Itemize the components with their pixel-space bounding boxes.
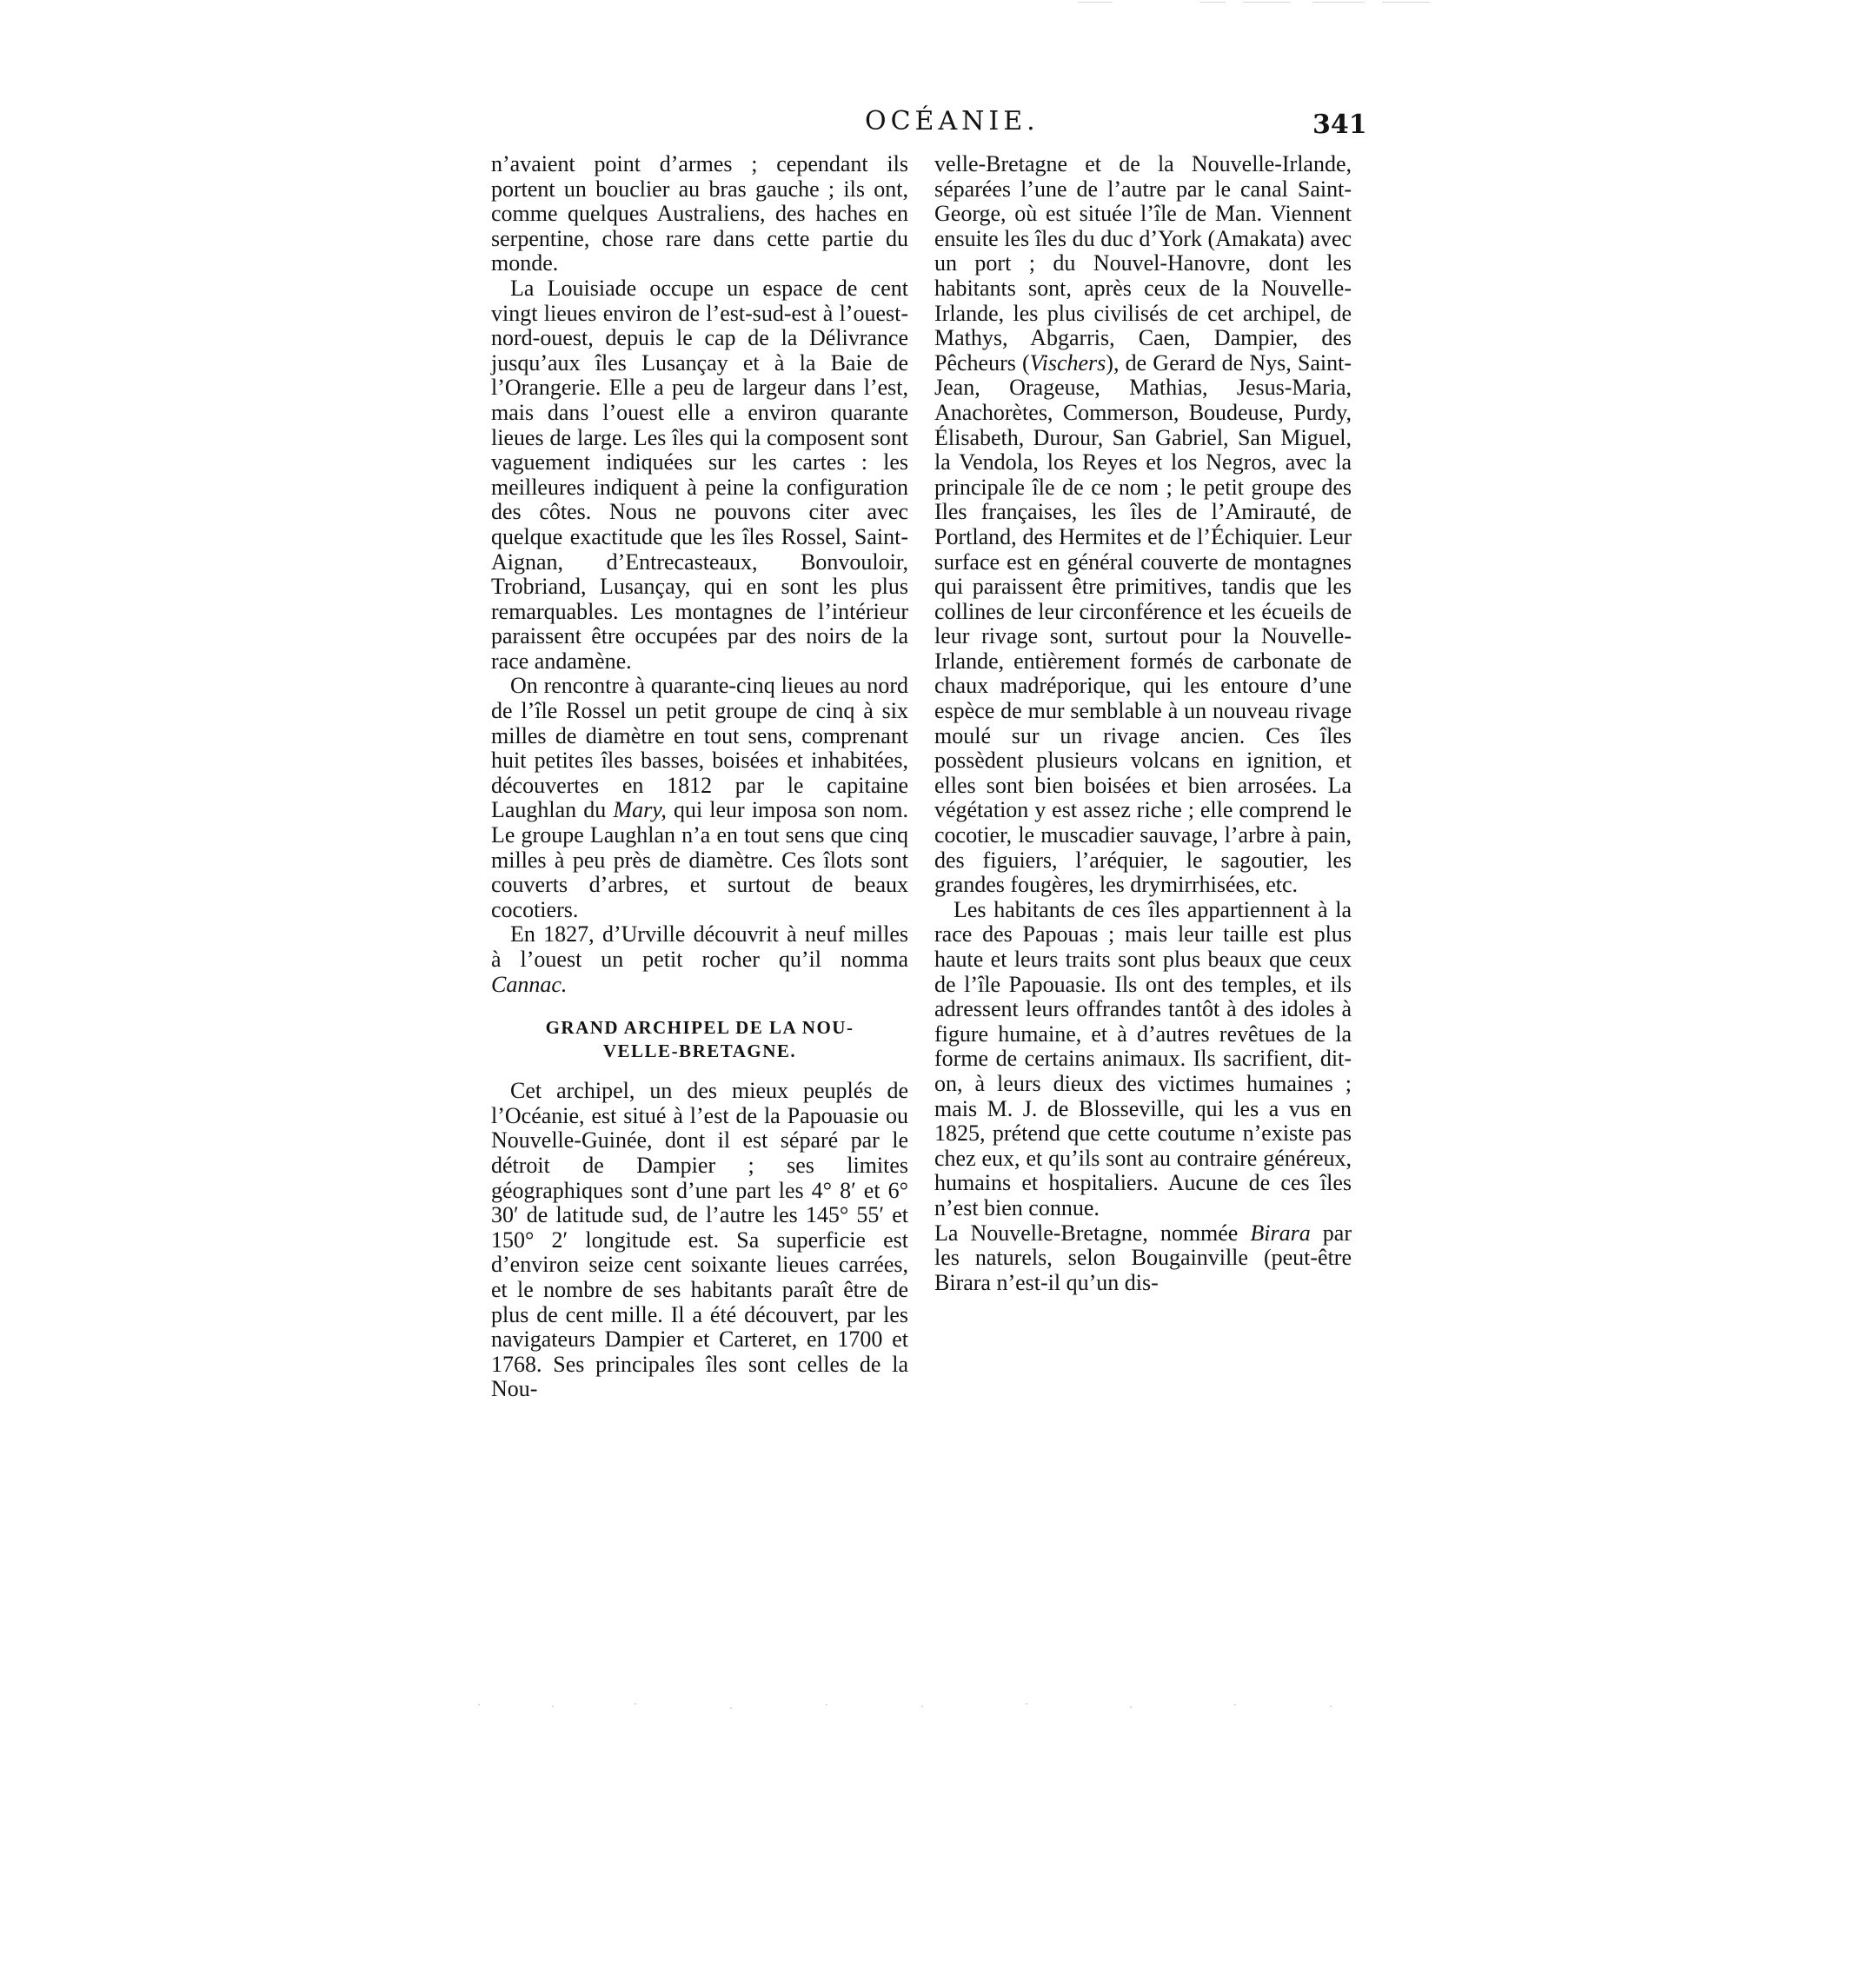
paragraph-text: qui leur imposa son nom. Le groupe Laughlan n’a en tout sens que cinq milles à peu près de diamètre. Ces îlots sont couverts d’arbres, et surtout de beaux cocotiers.	[491, 797, 909, 922]
paragraph	[934, 152, 1352, 898]
paragraph-text: En 1827, d’Urville découvrit à neuf milles à l’ouest un petit rocher qu’il nomma	[491, 921, 908, 972]
left-column	[491, 152, 908, 1402]
section-heading	[491, 1016, 908, 1063]
paragraph-text: On rencontre à quarante-cinq lieues au nord de l’île Rossel un petit groupe de cinq à six milles de diamètre en tout sens, comprenant huit petites îles basses, boisées et inhabitées, découvertes en 1812 par le capitaine Laughlan du	[491, 673, 908, 823]
paragraph-text: La Nouvelle-Bretagne, nommée	[934, 1220, 1251, 1246]
paragraph	[934, 1221, 1352, 1296]
rock-name: Cannac.	[491, 971, 568, 997]
paragraph: La Louisiade occupe un espace de cent vingt lieues environ de l’est-sud-est à l’ouest-nord-ouest, depuis le cap de la Délivrance jusqu’aux îles Lusançay et à la Baie de l’Orangerie. Elle a peu de largeur dans l’est, mais dans l’ouest elle a environ quarante lieues de large. Les îles qui la composent sont vaguement indiquées sur les cartes : les meilleures indiquent à peine la configuration des côtes. Nous ne pouvons citer avec quelque exactitude que les îles Rossel, Saint-Aignan, d’Entrecasteaux, Bonvouloir, Trobriand, Lusançay, qui en sont les plus remarquables. Les montagnes de l’intérieur paraissent être occupées par des noirs de la race andamène.	[491, 275, 908, 674]
paragraph	[491, 922, 908, 997]
running-title: OCÉANIE.	[865, 106, 1040, 136]
scan-artifact-top	[1078, 0, 1443, 5]
paragraph: n’avaient point d’armes ; cependant ils portent un bouclier au bras gauche ; ils ont, comme quelques Australiens, des haches en serpentine, chose rare dans cette partie du monde.	[491, 151, 908, 276]
page-number: 341	[1312, 110, 1367, 140]
scan-artifact-bottom	[469, 1695, 1425, 1747]
paragraph: Cet archipel, un des mieux peuplés de l’Océanie, est situé à l’est de la Papouasie ou Nouvelle-Guinée, dont il est séparé par le détroit de Dampier ; ses limites géographiques sont d’une part les 4° 8′ et 6° 30′ de latitude sud, de l’autre les 145° 55′ et 150° 2′ longitude est. Sa superficie est d’environ seize cent soixante lieues carrées, et le nombre de ses habitants paraît être de plus de cent mille. Il a été découvert, par les navigateurs Dampier et Carteret, en 1700 et 1768. Ses principales îles sont celles de la Nou-	[491, 1078, 908, 1402]
section-heading-line: VELLE-BRETAGNE.	[602, 1041, 797, 1062]
ship-name: Mary,	[613, 797, 667, 823]
paragraph: Les habitants de ces îles appartiennent à la race des Papouas ; mais leur taille est plus haute et leurs traits sont plus beaux que ceux de l’île Papouasie. Ils ont des temples, et ils adressent leurs offrandes tantôt à des idoles à figure humaine, et à d’autres revêtues de la forme de certains animaux. Ils sacrifient, dit-on, à leurs dieux des victimes humaines ; mais M. J. de Blosseville, qui les a vus en 1825, prétend que cette coutume n’existe pas chez eux, et qu’ils sont au contraire généreux, humains et hospitaliers. Aucune de ces îles n’est bien connue.	[934, 896, 1352, 1220]
paragraph-text: par les naturels, selon Bougainville (peut-être Birara n’est-il qu’un dis-	[934, 1220, 1352, 1295]
section-heading-line: GRAND ARCHIPEL DE LA NOU-	[545, 1017, 854, 1039]
paragraph-text: ), de Gerard de Nys, Saint-Jean, Orageuse, Mathias, Jesus-Maria, Anachorètes, Commerson, Boudeuse, Purdy, Élisabeth, Durour, San Gabriel, San Miguel, la Vendola, los Reyes et los Negros, avec la principale île de ce nom ; le petit groupe des Iles françaises, les îles de l’Amirauté, de Portland, des Hermites et de l’Échiquier. Leur surface est en général couverte de montagnes qui paraissent être primitives, tandis que les collines de leur circonférence et les écueils de leur rivage sont, surtout pour la Nouvelle-Irlande, entièrement formés de carbonate de chaux madréporique, qui les entoure d’une espèce de mur semblable à un nouveau rivage moulé sur un rivage ancien. Ces îles possèdent plusieurs volcans en ignition, et elles sont bien boisées et bien arrosées. La végétation y est assez riche ; elle comprend le cocotier, le muscadier sauvage, l’arbre à pain, des figuiers, l’aréquier, le sagoutier, les grandes fougères, les drymirrhisées, etc.	[934, 349, 1352, 898]
paragraph	[491, 674, 908, 922]
foreign-term: Vischers	[1029, 349, 1106, 376]
paragraph-text: velle-Bretagne et de la Nouvelle-Irlande, séparées l’une de l’autre par le canal Saint-George, où est située l’île de Man. Viennent ensuite les îles du duc d’York (Amakata) avec un port ; du Nouvel-Hanovre, dont les habitants sont, après ceux de la Nouvelle-Irlande, les plus civilisés de cet archipel, de Mathys, Abgarris, Caen, Dampier, des Pêcheurs (	[934, 151, 1352, 376]
right-column	[934, 152, 1352, 1295]
native-name: Birara	[1250, 1220, 1311, 1246]
